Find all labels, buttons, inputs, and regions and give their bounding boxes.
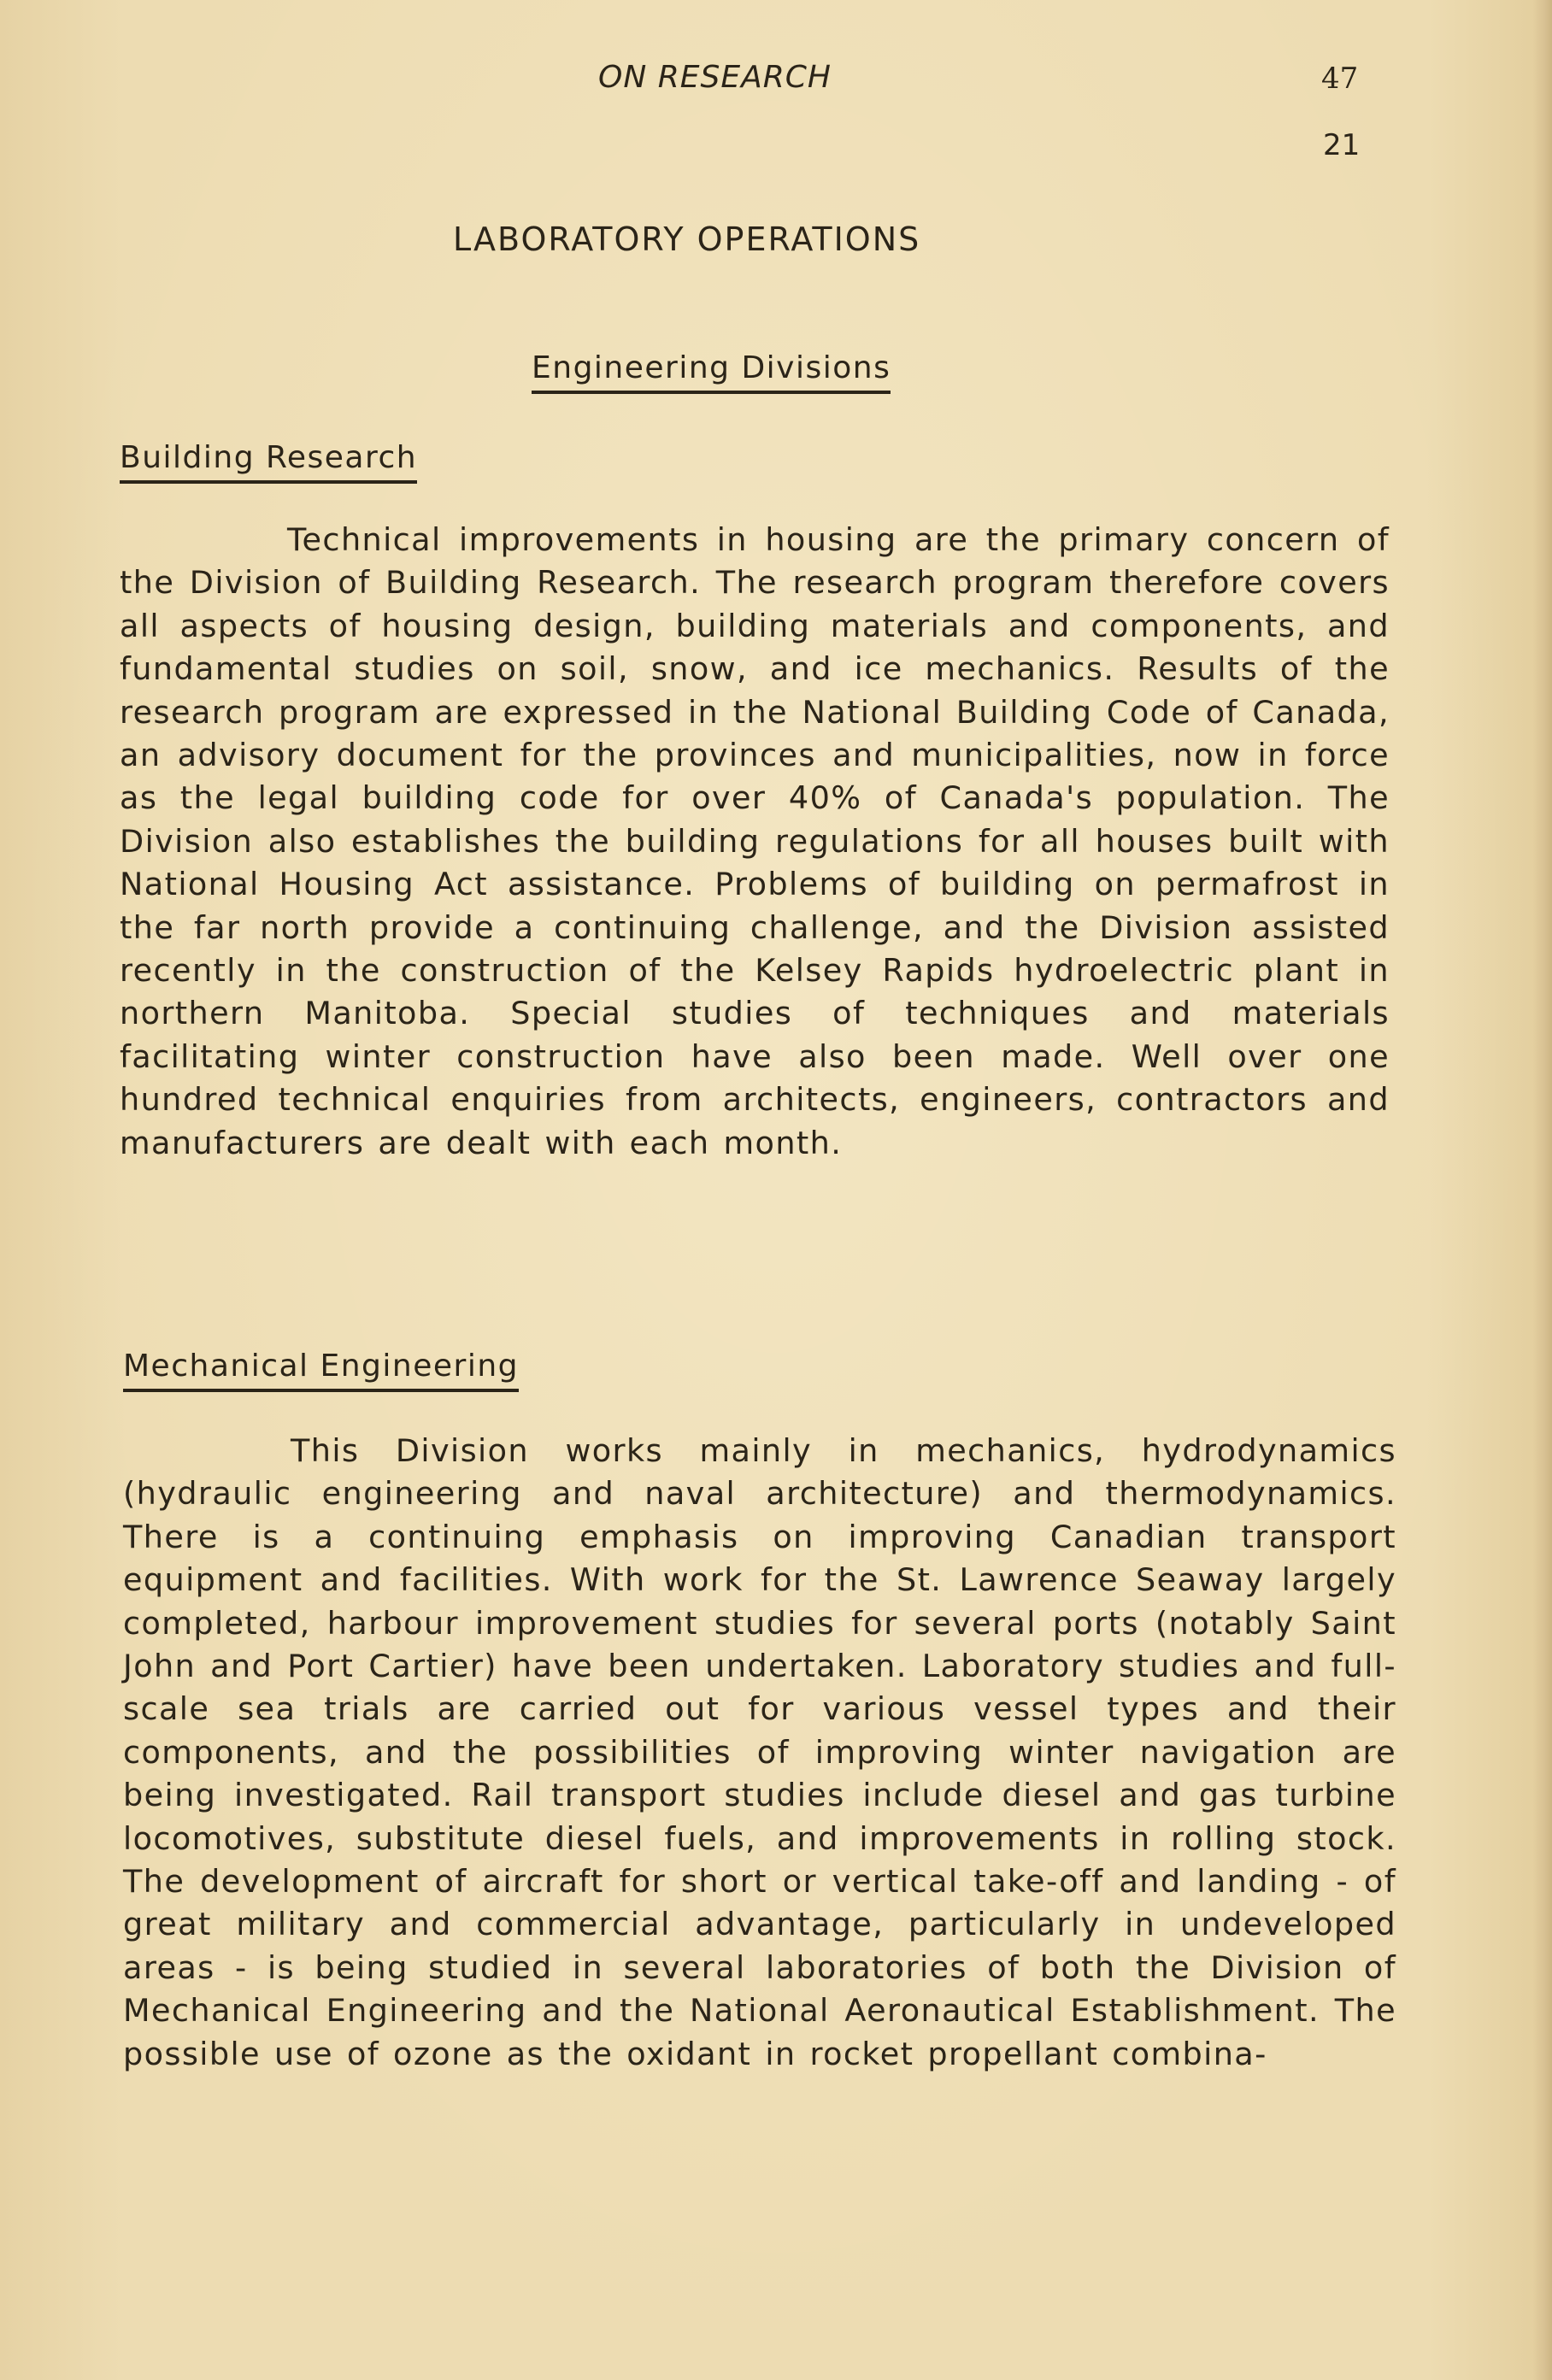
division-heading-mechanical-engineering: Mechanical Engineering xyxy=(123,1349,519,1392)
section-title: LABORATORY OPERATIONS xyxy=(453,220,921,258)
paragraph-text: This Division works mainly in mechanics, hydrodynamics (hydraulic engineering and naval architecture) and thermodynamics. There is a continuing emphasis on improving Canadian transport equipment and facilities. With work for the St. Lawrence Seaway largely completed, harbour improvement studies for several ports (notably Saint John and Port Cartier) have been undertaken. Laboratory studies and full-scale sea trials are carried out for various vessel types and their components, and the possibilities of improving winter navigation are being investigated. Rail transport studies include diesel and gas turbine locomotives, substitute diesel fuels, and improvements in rolling stock. The development of aircraft for short or vertical take-off and landing - of great military and commercial advantage, particularly in undeveloped areas - is being studied in several laboratories of both the Division of Mechanical Engineering and the National Aeronautical Establishment. The possible use of ozone as the oxidant in rocket propellant combina- xyxy=(123,1432,1396,2072)
running-head: ON RESEARCH xyxy=(598,60,832,95)
division-paragraph-building-research xyxy=(120,519,1390,1165)
page-edge-shadow xyxy=(1533,0,1552,2380)
paragraph-text: Technical improvements in housing are the primary concern of the Division of Building Research. The research program therefore covers all aspects of housing design, building materials and components, and fundamental studies on soil, snow, and ice mechanics. Results of the research program are expressed in the National Building Code of Canada, an advisory document for the provinces and municipalities, now in force as the legal building code for over 40% of Canada's population. The Division also establishes the building regulations for all houses built with National Housing Act assistance. Problems of building on permafrost in the far north provide a continuing challenge, and the Division assisted recently in the construction of the Kelsey Rapids hydroelectric plant in northern Manitoba. Special studies of techniques and materials facilitating winter construction have also been made. Well over one hundred technical enquiries from architects, engineers, contractors and manufacturers are dealt with each month. xyxy=(120,521,1390,1161)
typed-page-number: 21 xyxy=(1323,128,1361,162)
page-number: 47 xyxy=(1321,62,1359,96)
division-paragraph-mechanical-engineering xyxy=(123,1430,1396,2076)
division-heading-building-research: Building Research xyxy=(120,440,417,484)
section-subtitle: Engineering Divisions xyxy=(532,350,891,394)
